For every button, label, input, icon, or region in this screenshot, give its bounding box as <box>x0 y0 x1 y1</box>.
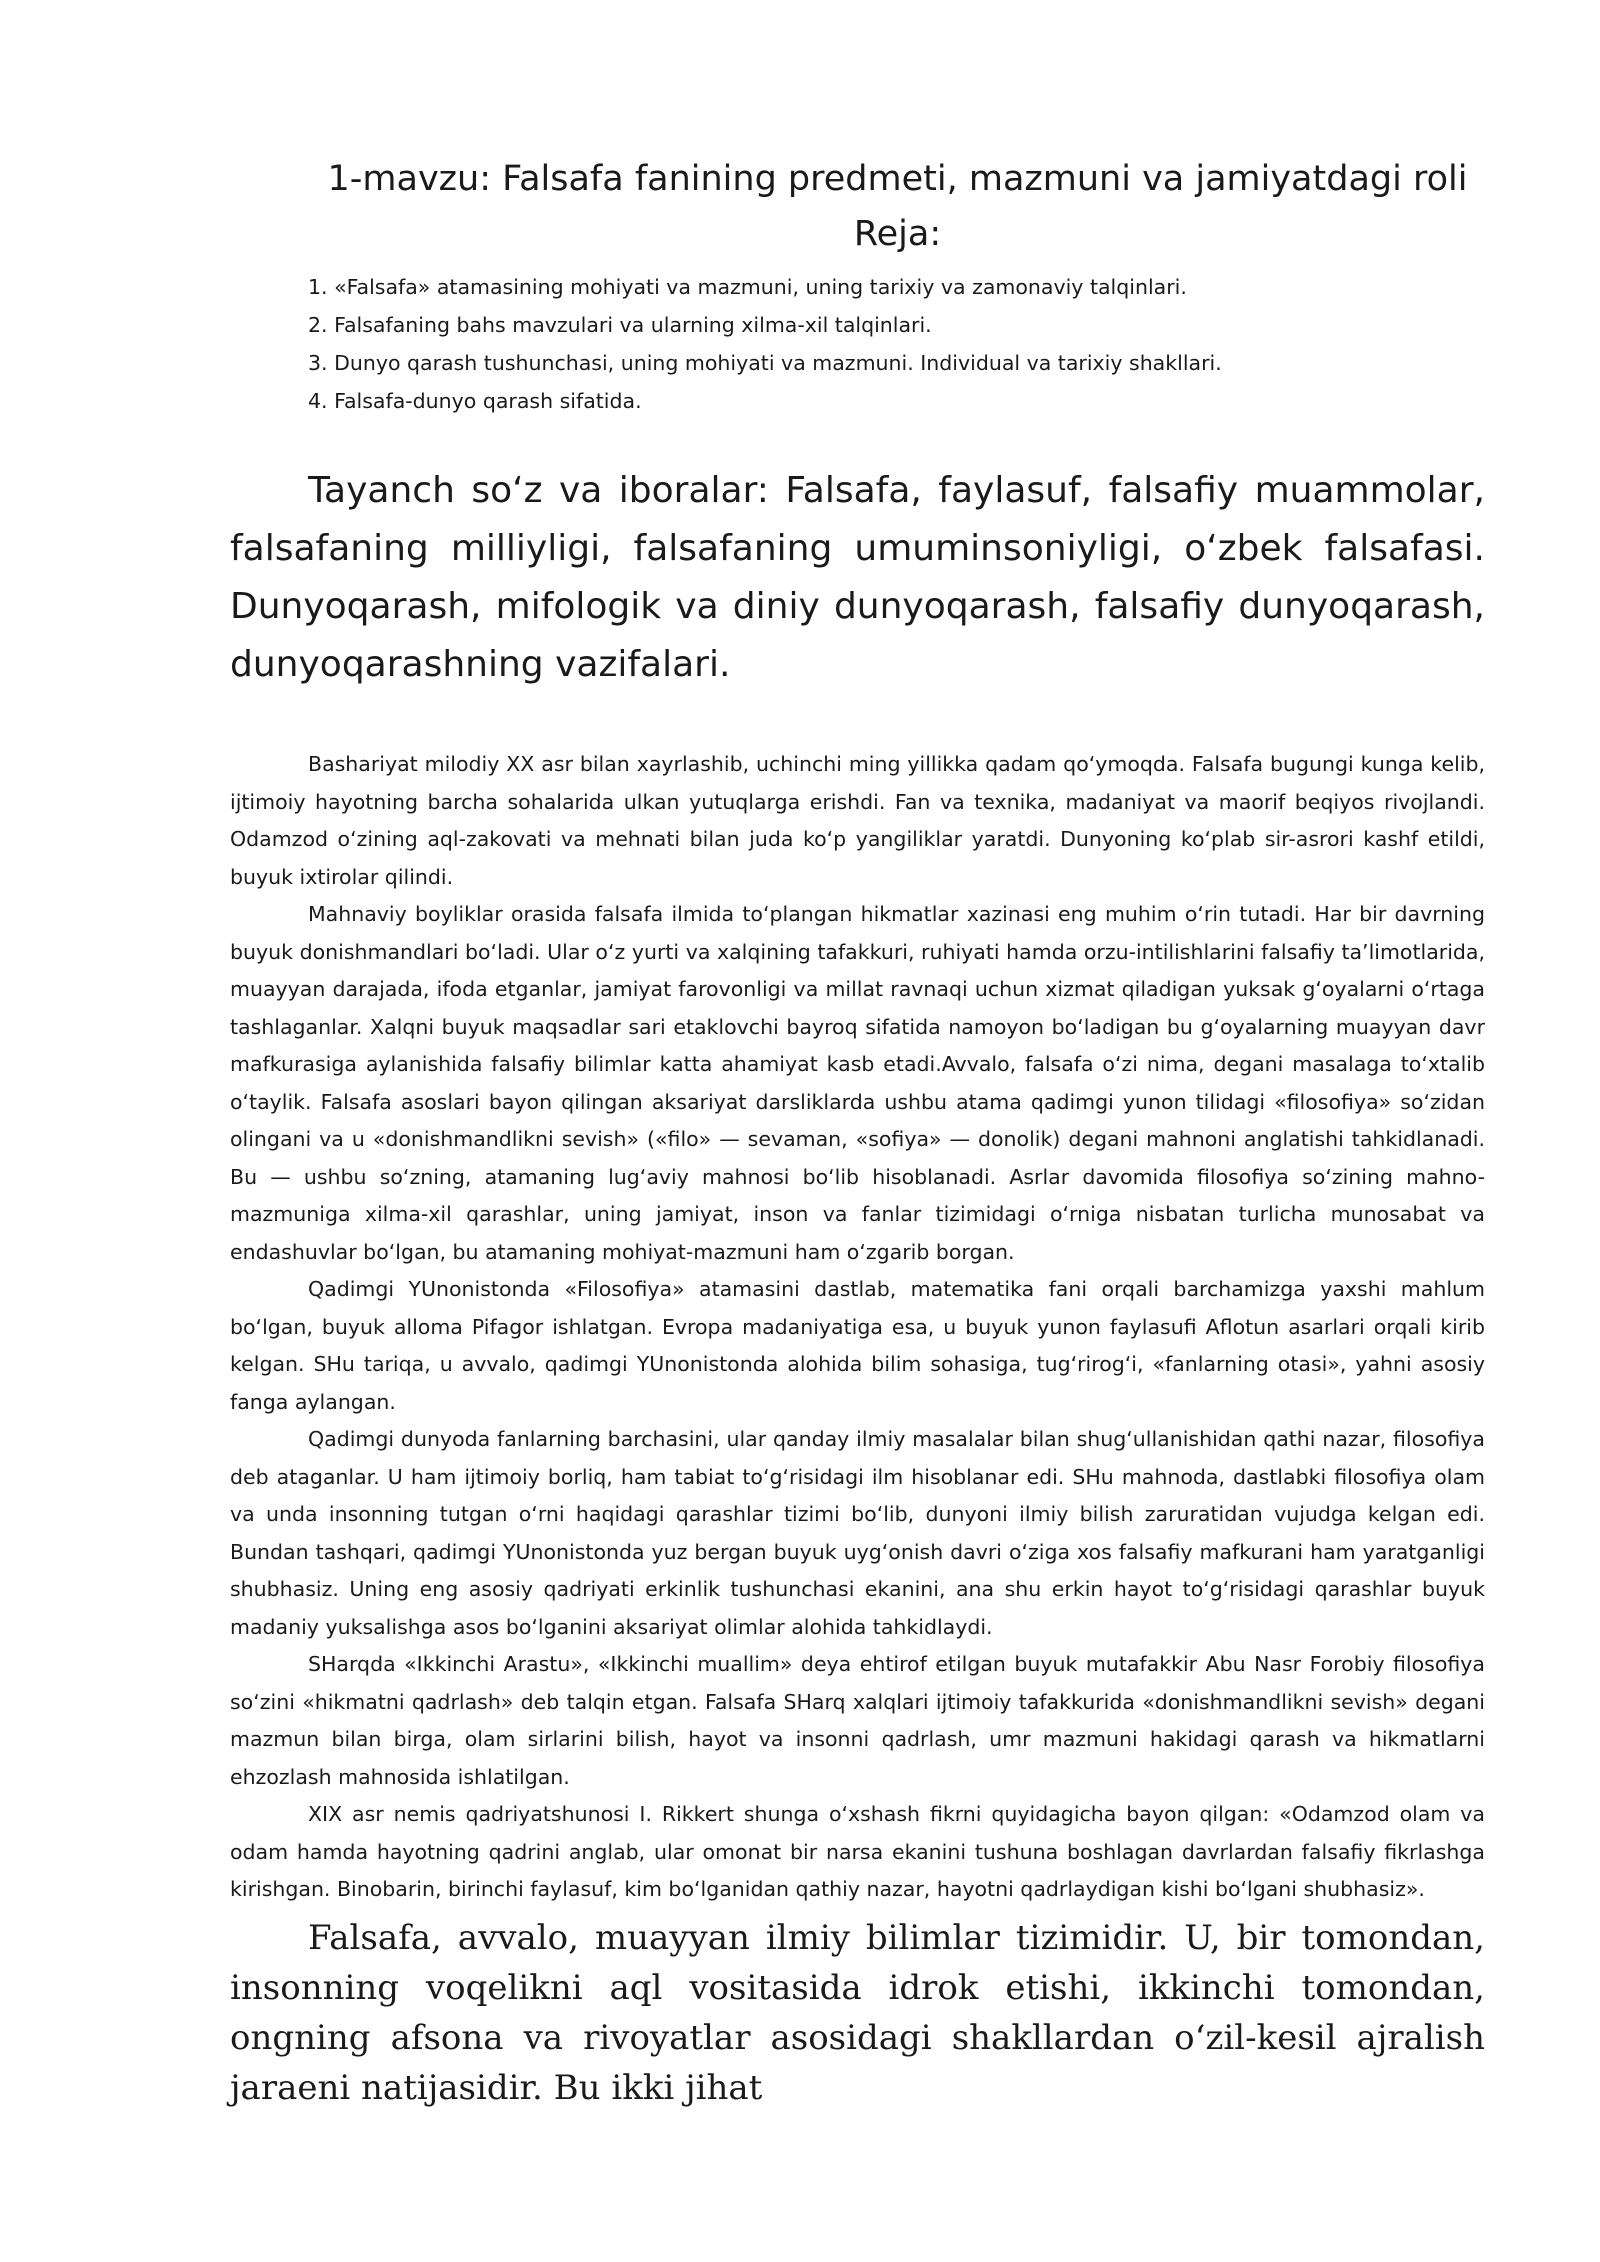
body-paragraph: Qadimgi YUnonistonda «Filosofiya» atamasini dastlab, matematika fani orqali barchamizga yaxshi mahlum bo‘lgan, buyuk alloma Pifagor ishlatgan. Evropa madaniyatiga esa, u buyuk yunon faylasufi Aflotun asarlari orqali kirib kelgan. SHu tariqa, u avvalo, qadimgi YUnonistonda alohida bilim sohasiga, tug‘rirog‘i, «fanlarning otasi», yahni asosiy fanga aylangan. <box>230 1277 1485 1414</box>
plan-heading: Reja: <box>853 214 942 254</box>
plan-item: 2. Falsafaning bahs mavzulari va ularning xilma-xil talqinlari. <box>308 313 932 337</box>
final-paragraph: Falsafa, avvalo, muayyan ilmiy bilimlar tizimidir. U, bir tomondan, insonning voqelikni aql vositasida idrok etishi, ikkinchi tomondan, ongning afsona va rivoyatlar asosidagi shakllardan o‘zil-kesil ajralish jaraeni natijasidir. Bu ikki jihat <box>230 1917 1485 2108</box>
body-text <box>230 746 1485 1909</box>
keywords-paragraph: Tayanch so‘z va iboralar: Falsafa, faylasuf, falsafiy muammolar, falsafaning milliyligi, falsafaning umuminsoniyligi, o‘zbek falsafasi. Dunyoqarash, mifologik va diniy dunyoqarash, falsafiy dunyoqarash, dunyoqarashning vazifalari. <box>230 470 1485 685</box>
body-paragraph: XIX asr nemis qadriyatshunosi I. Rikkert shunga o‘xshash fikrni quyidagicha bayon qilgan: «Odamzod olam va odam hamda hayotning qadrini anglab, ular omonat bir narsa ekanini tushuna boshlagan davrlardan falsafiy fikrlashga kirishgan. Binobarin, birinchi faylasuf, kim bo‘lganidan qathiy nazar, hayotni qadrlaydigan kishi bo‘lgani shubhasiz». <box>230 1802 1485 1901</box>
body-paragraph: SHarqda «Ikkinchi Arastu», «Ikkinchi muallim» deya ehtirof etilgan buyuk mutafakkir Abu Nasr Forobiy filosofiya so‘zini «hikmatni qadrlash» deb talqin etgan. Falsafa SHarq xalqlari ijtimoiy tafakkurida «donishmandlikni sevish» degani mazmun bilan birga, olam sirlarini bilish, hayot va insonni qadrlash, umr mazmuni hakidagi qarash va hikmatlarni ehzozlash mahnosida ishlatilgan. <box>230 1652 1485 1789</box>
plan-item: 3. Dunyo qarash tushunchasi, uning mohiyati va mazmuni. Individual va tarixiy shakllari. <box>308 351 1222 375</box>
plan-item: 4. Falsafa-dunyo qarash sifatida. <box>308 389 642 413</box>
plan-list <box>308 268 1485 420</box>
body-paragraph: Mahnaviy boyliklar orasida falsafa ilmida to‘plangan hikmatlar xazinasi eng muhim o‘rin tutadi. Har bir davrning buyuk donishmandlari bo‘ladi. Ular o‘z yurti va xalqining tafakkuri, ruhiyati hamda orzu-intilishlarini falsafiy ta’limotlarida, muayyan darajada, ifoda etganlar, jamiyat farovonligi va millat ravnaqi uchun xizmat qiladigan yuksak g‘oyalarni o‘rtaga tashlaganlar. Xalqni buyuk maqsadlar sari etaklovchi bayroq sifatida namoyon bo‘ladigan bu g‘oyalarning muayyan davr mafkurasiga aylanishida falsafiy bilimlar katta ahamiyat kasb etadi.Avvalo, falsafa o‘zi nima, degani masalaga to‘xtalib o‘taylik. Falsafa asoslari bayon qilingan aksariyat darsliklarda ushbu atama qadimgi yunon tilidagi «filosofiya» so‘zidan olingani va u «donishmandlikni sevish» («filo» — sevaman, «sofiya» — donolik) degani mahnoni anglatishi tahkidlanadi. Bu — ushbu so‘zning, atamaning lug‘aviy mahnosi bo‘lib hisoblanadi. Asrlar davomida filosofiya so‘zining mahno-mazmuniga xilma-xil qarashlar, uning jamiyat, inson va fanlar tizimidagi o‘rniga nisbatan turlicha munosabat va endashuvlar bo‘lgan, bu atamaning mohiyat-mazmuni ham o‘zgarib borgan. <box>230 902 1485 1264</box>
body-paragraph: Bashariyat milodiy XX asr bilan xayrlashib, uchinchi ming yillikka qadam qo‘ymoqda. Falsafa bugungi kunga kelib, ijtimoiy hayotning barcha sohalarida ulkan yutuqlarga erishdi. Fan va texnika, madaniyat va maorif beqiyos rivojlandi. Odamzod o‘zining aql-zakovati va mehnati bilan juda ko‘p yangiliklar yaratdi. Dunyoning ko‘plab sir-asrori kashf etildi, buyuk ixtirolar qilindi. <box>230 752 1485 889</box>
body-paragraph: Qadimgi dunyoda fanlarning barchasini, ular qanday ilmiy masalalar bilan shug‘ullanishidan qathi nazar, filosofiya deb ataganlar. U ham ijtimoiy borliq, ham tabiat to‘g‘risidagi ilm hisoblanar edi. SHu mahnoda, dastlabki filosofiya olam va unda insonning tutgan o‘rni haqidagi qarashlar tizimi bo‘lib, dunyoni ilmiy bilish zaruratidan vujudga kelgan edi. Bundan tashqari, qadimgi YUnonistonda yuz bergan buyuk uyg‘onish davri o‘ziga xos falsafiy mafkurani ham yaratganligi shubhasiz. Uning eng asosiy qadriyati erkinlik tushunchasi ekanini, ana shu erkin hayot to‘g‘risidagi qarashlar buyuk madaniy yuksalishga asos bo‘lganini aksariyat olimlar alohida tahkidlaydi. <box>230 1427 1485 1639</box>
page-title: 1-mavzu: Falsafa fanining predmeti, mazmuni va jamiyatdagi roli <box>327 159 1468 199</box>
document-page <box>230 150 1485 2147</box>
plan-item: 1. «Falsafa» atamasining mohiyati va mazmuni, uning tarixiy va zamonaviy talqinlari. <box>308 275 1187 299</box>
